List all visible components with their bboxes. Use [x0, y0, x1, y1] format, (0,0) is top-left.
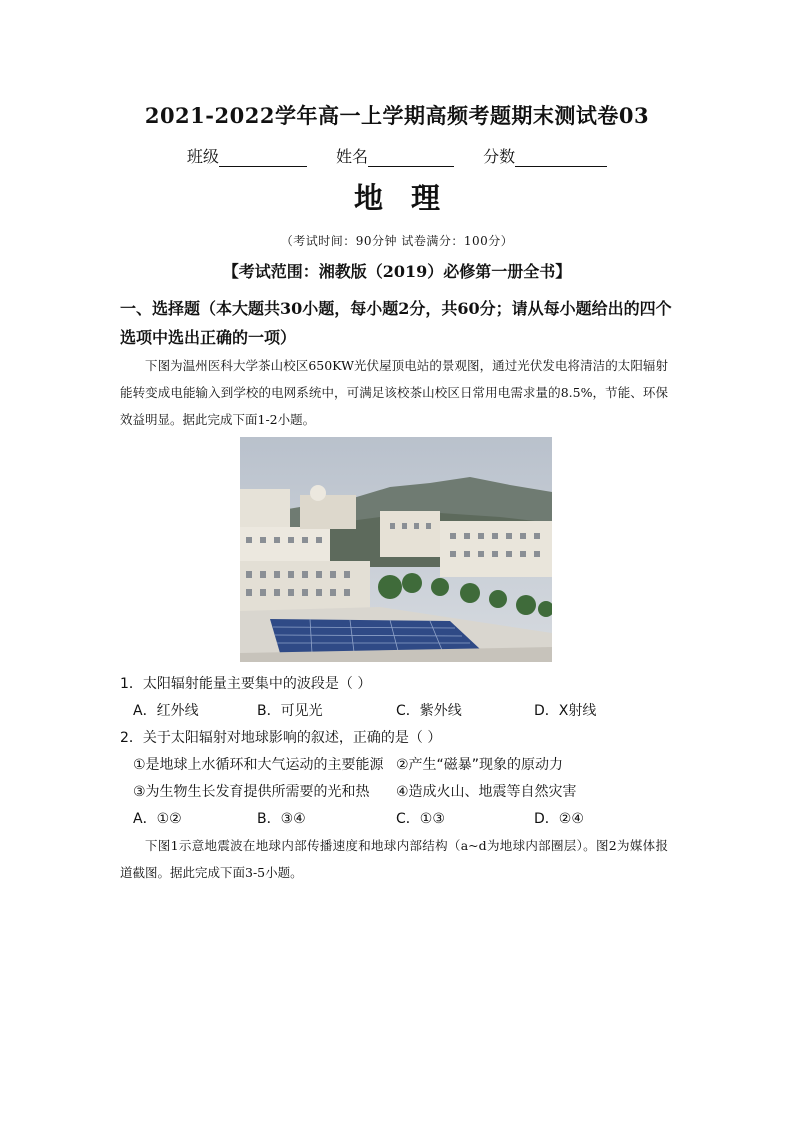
name-field [336, 144, 454, 167]
question-2-items-row-1 [133, 754, 673, 776]
class-field [187, 144, 307, 167]
name-blank[interactable] [368, 148, 454, 167]
option-b[interactable]: B．③④ [257, 811, 306, 827]
option-b[interactable]: B．可见光 [257, 703, 323, 719]
passage-1: 下图为温州医科大学茶山校区650KW光伏屋顶电站的景观图，通过光伏发电将清洁的太阳辐射能转变成电能输入到学校的电网系统中，可满足该校茶山校区日常用电需求量的8.5%，节能、环保效益明显。据此完成下面1-2小题。 [120, 358, 668, 427]
statement-2: ②产生“磁暴”现象的原动力 [396, 757, 564, 773]
class-blank[interactable] [219, 148, 307, 167]
score-blank[interactable] [515, 148, 607, 167]
option-c[interactable]: C．紫外线 [396, 703, 462, 719]
option-c[interactable]: C．①③ [396, 811, 445, 827]
option-d[interactable]: D．②④ [534, 811, 584, 827]
option-a[interactable]: A．①② [133, 811, 182, 827]
exam-meta: （考试时间：90分钟 试卷满分：100分） [280, 234, 514, 248]
statement-4: ④造成火山、地震等自然灾害 [396, 784, 577, 800]
campus-solar-photo [240, 437, 552, 662]
statement-1: ①是地球上水循环和大气运动的主要能源 [133, 757, 384, 773]
question-2-items-row-2 [133, 781, 673, 803]
question-2-stem: 2．关于太阳辐射对地球影响的叙述，正确的是（ ） [120, 730, 442, 746]
exam-scope: 【考试范围：湘教版（2019）必修第一册全书】 [222, 262, 572, 281]
question-1-stem: 1．太阳辐射能量主要集中的波段是（ ） [120, 676, 372, 692]
class-label: 班级 [186, 147, 219, 166]
question-2-options [133, 808, 673, 830]
passage-2: 下图1示意地震波在地球内部传播速度和地球内部结构（a~d为地球内部圈层）。图2为媒体报道截图。据此完成下面3-5小题。 [120, 838, 668, 880]
score-field [483, 144, 607, 167]
option-a[interactable]: A．红外线 [133, 703, 199, 719]
name-label: 姓名 [335, 147, 368, 166]
exam-title: 2021-2022学年高一上学期高频考题期末测试卷03 [144, 103, 650, 128]
question-1-options [133, 700, 673, 722]
student-info-row [0, 144, 794, 167]
subject-title: 地理 [353, 181, 468, 215]
section-title: 一、选择题（本大题共30小题，每小题2分，共60分；请从每小题给出的四个选项中选出正确的一项） [120, 299, 672, 347]
option-d[interactable]: D．X射线 [534, 703, 597, 719]
statement-3: ③为生物生长发育提供所需要的光和热 [133, 784, 370, 800]
score-label: 分数 [483, 147, 516, 166]
